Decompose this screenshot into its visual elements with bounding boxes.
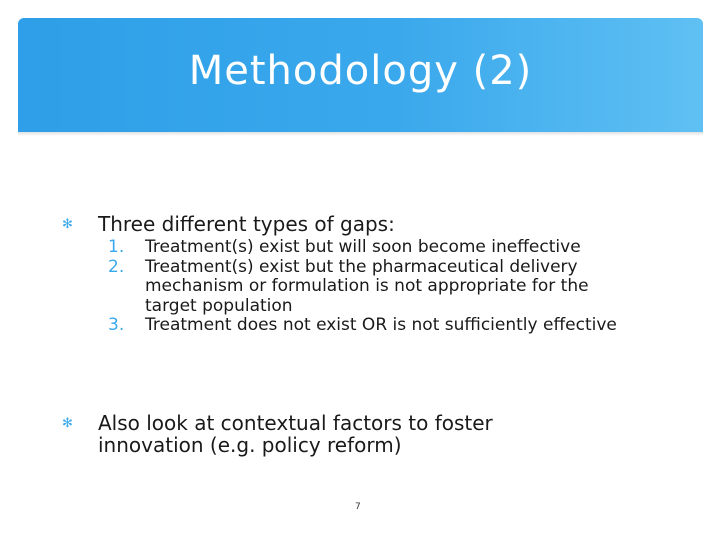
sublist-item	[108, 316, 628, 336]
slide-title: Methodology (2)	[188, 48, 533, 94]
sublist-number: 2.	[108, 256, 125, 277]
asterisk-bullet-icon: ✻	[62, 217, 73, 232]
bullet-item	[62, 213, 395, 236]
bullet-text: Also look at contextual factors to foster innovation (e.g. policy reform)	[98, 411, 493, 457]
bullet-text: Three different types of gaps:	[98, 212, 395, 236]
asterisk-bullet-icon: ✻	[62, 416, 73, 431]
sublist-text: Treatment(s) exist but will soon become ineffective	[145, 237, 581, 257]
numbered-sublist	[108, 238, 628, 336]
sublist-item	[108, 238, 628, 258]
sublist-text: Treatment(s) exist but the pharmaceutical delivery mechanism or formulation is not appropriate for the target population	[145, 256, 589, 316]
sublist-item	[108, 258, 628, 317]
sublist-number: 1.	[108, 237, 125, 257]
title-banner	[18, 18, 703, 132]
banner-shadow	[18, 132, 703, 136]
sublist-number: 3.	[108, 315, 125, 335]
page-number: 7	[355, 502, 361, 512]
sublist-text: Treatment does not exist OR is not sufficiently effective	[145, 315, 617, 335]
bullet-item	[62, 412, 582, 456]
